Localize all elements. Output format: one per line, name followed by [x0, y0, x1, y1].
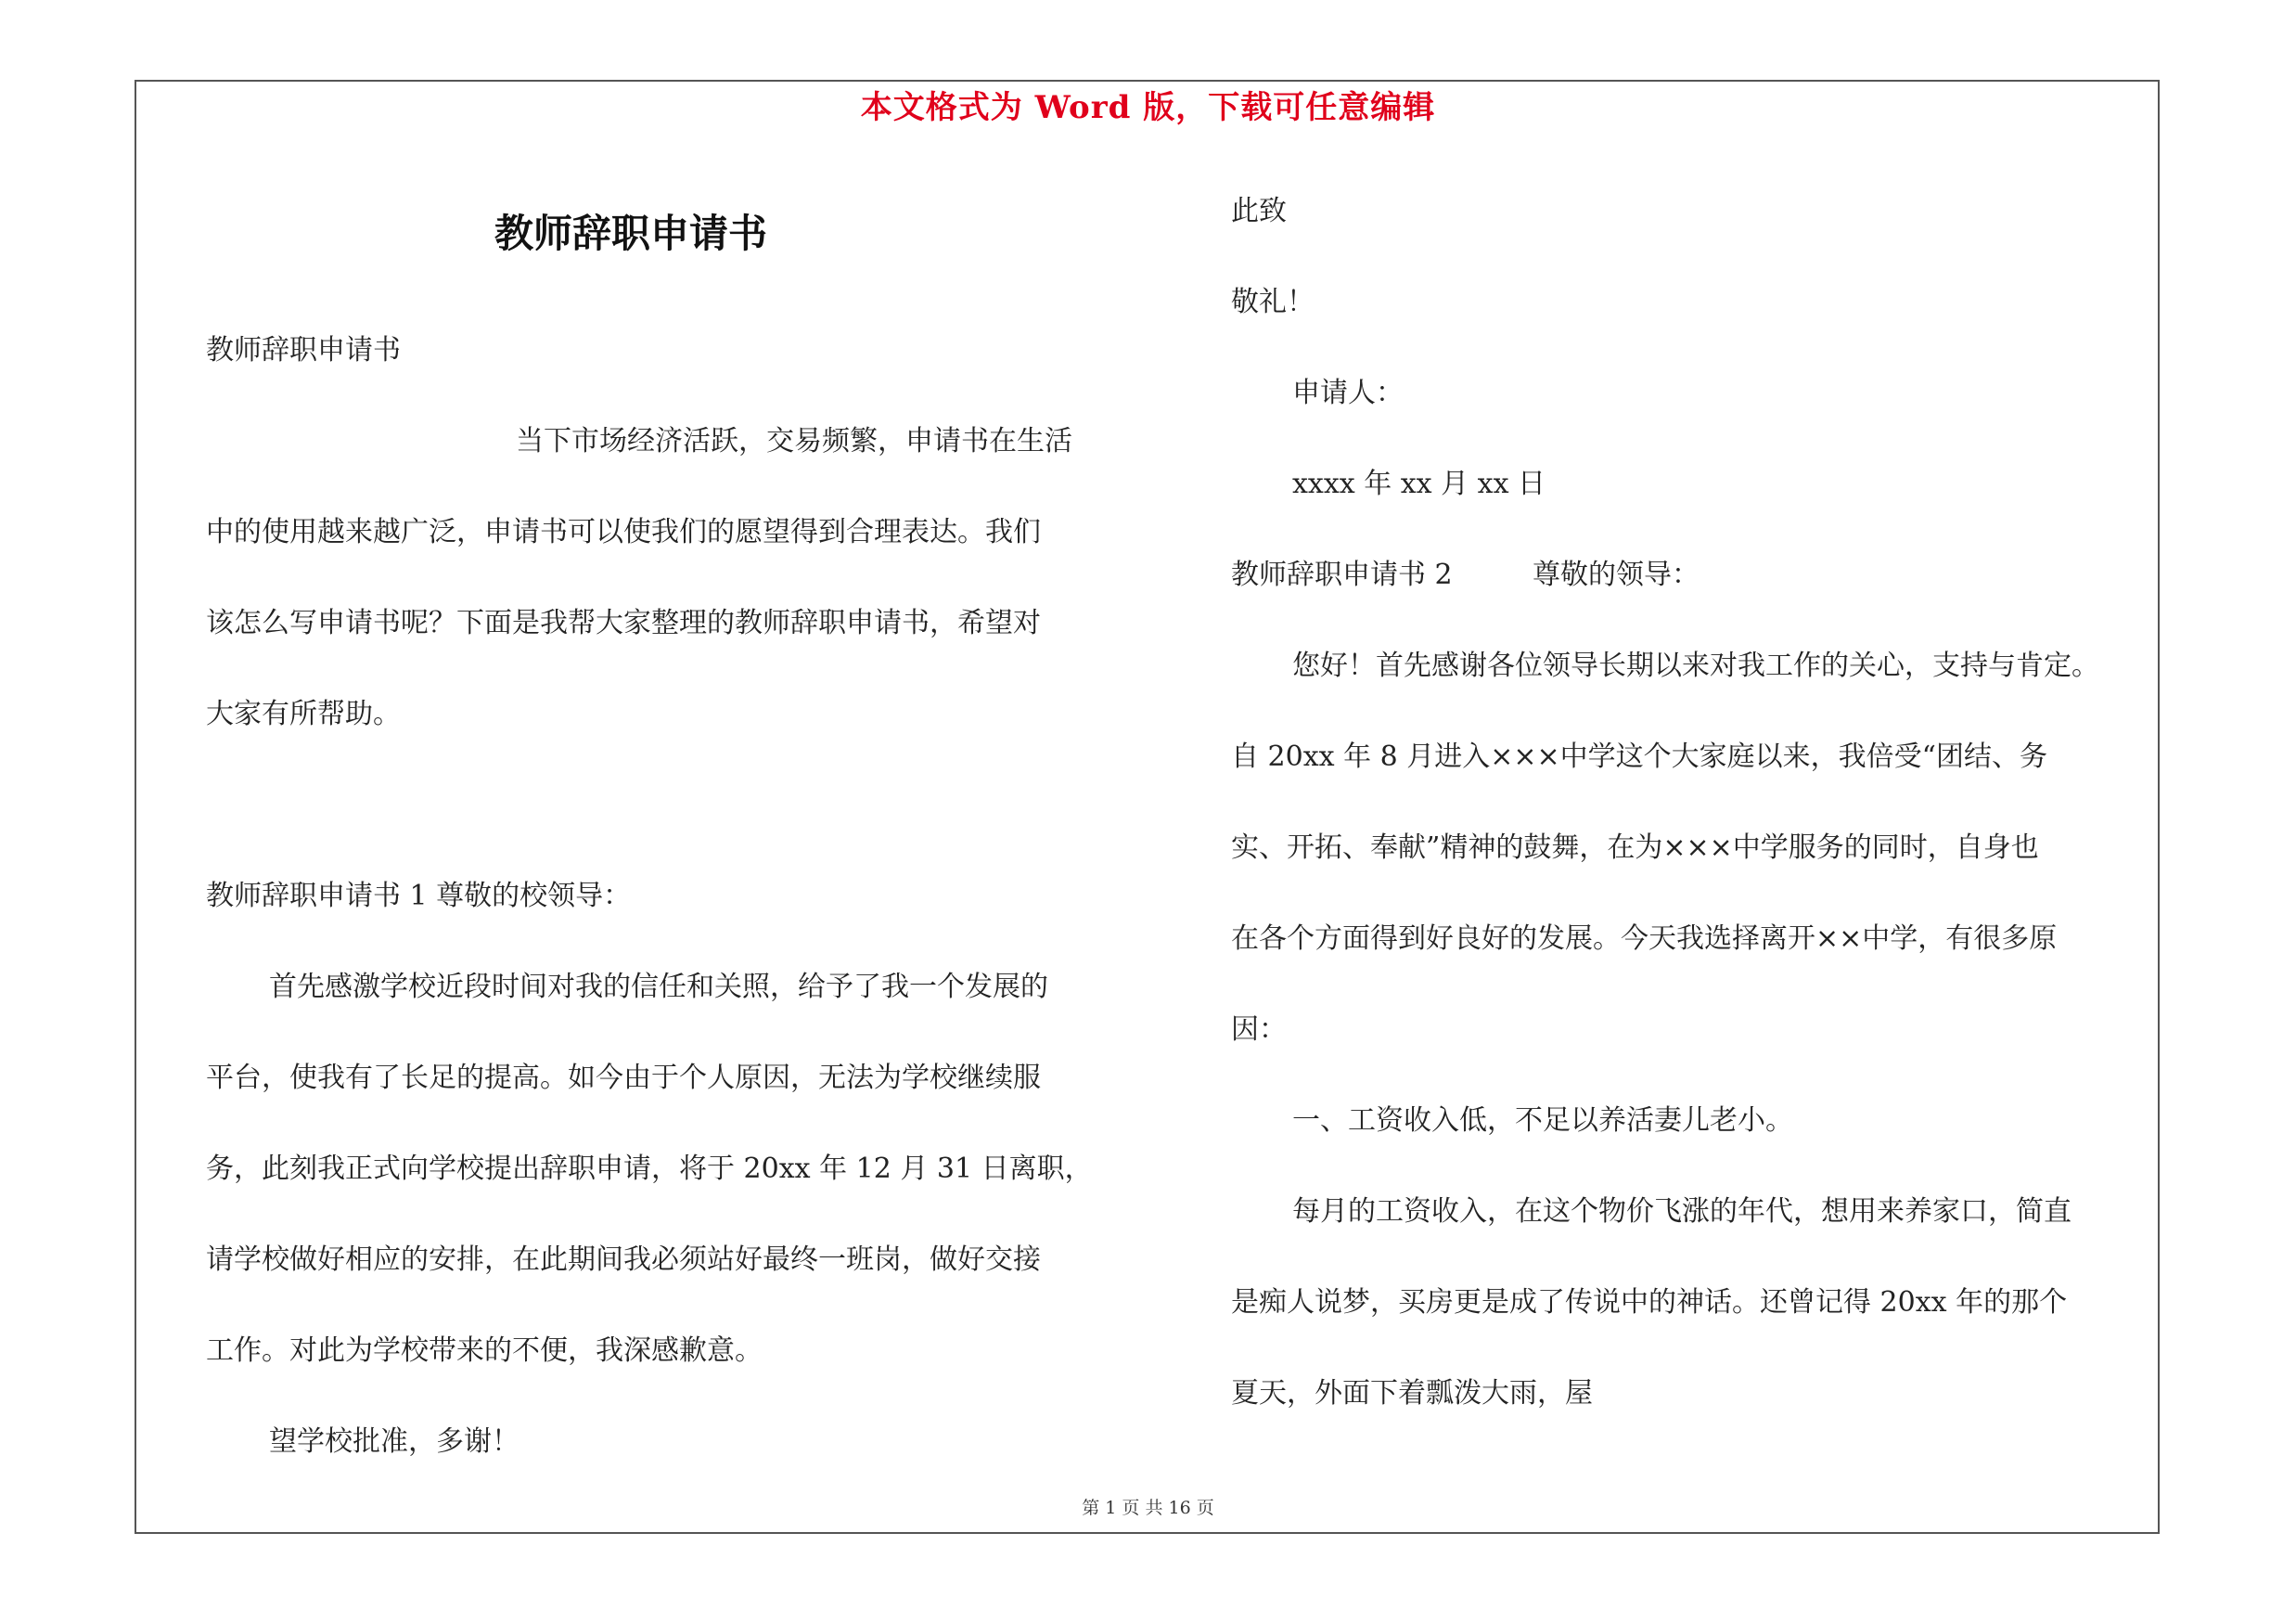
reason1-heading: 一、工资收入低，不足以养活妻儿老小。 [1292, 1104, 1793, 1137]
page-number-footer: 第 1 页 共 16 页 [1082, 1498, 1214, 1518]
section2-line-1: 您好！首先感谢各位领导长期以来对我工作的关心，支持与肯定。 [1292, 650, 2099, 682]
application-date: xxxx 年 xx 月 xx 日 [1292, 468, 1546, 500]
reason1-line-3: 夏天，外面下着瓢泼大雨，屋 [1231, 1377, 1593, 1410]
intro-line-3: 该怎么写申请书呢？下面是我帮大家整理的教师辞职申请书，希望对 [206, 607, 1041, 639]
reason1-line-1: 每月的工资收入，在这个物价飞涨的年代，想用来养家口，简直 [1292, 1195, 2072, 1228]
reason1-line-2: 是痴人说梦，买房更是成了传说中的神话。还曾记得 20xx 年的那个 [1231, 1286, 2068, 1319]
section2-line-5: 因： [1231, 1013, 1287, 1046]
section2-line-3: 实、开拓、奉献”精神的鼓舞，在为×××中学服务的同时，自身也 [1231, 831, 2039, 864]
intro-line-1: 当下市场经济活跃，交易频繁，申请书在生活 [516, 425, 1072, 457]
section1-line-5: 工作。对此为学校带来的不便，我深感歉意。 [206, 1334, 763, 1367]
section2-greeting: 尊敬的领导： [1533, 559, 1700, 591]
section1-line-3: 务，此刻我正式向学校提出辞职申请，将于 20xx 年 12 月 31 日离职， [206, 1153, 1093, 1185]
salutation-jing-li: 敬礼！ [1231, 286, 1315, 318]
document-title: 教师辞职申请书 [494, 211, 767, 256]
format-banner: 本文格式为 Word 版，下载可任意编辑 [860, 89, 1436, 126]
subtitle: 教师辞职申请书 [206, 334, 401, 367]
intro-line-2: 中的使用越来越广泛，申请书可以使我们的愿望得到合理表达。我们 [206, 516, 1041, 548]
applicant-label: 申请人： [1292, 377, 1404, 409]
section2-line-2: 自 20xx 年 8 月进入×××中学这个大家庭以来，我倍受“团结、务 [1231, 741, 2047, 773]
section1-closing: 望学校批准，多谢！ [269, 1425, 519, 1458]
section1-line-4: 请学校做好相应的安排，在此期间我必须站好最终一班岗，做好交接 [206, 1243, 1041, 1276]
intro-line-4: 大家有所帮助。 [206, 698, 401, 730]
section2-heading: 教师辞职申请书 2 [1231, 559, 1453, 591]
section1-heading: 教师辞职申请书 1 尊敬的校领导： [206, 880, 632, 912]
section1-line-2: 平台，使我有了长足的提高。如今由于个人原因，无法为学校继续服 [206, 1062, 1041, 1094]
section1-line-1: 首先感激学校近段时间对我的信任和关照，给予了我一个发展的 [269, 971, 1048, 1003]
salutation-ci-zhi: 此致 [1231, 195, 1287, 227]
section2-line-4: 在各个方面得到好良好的发展。今天我选择离开××中学，有很多原 [1231, 922, 2058, 955]
